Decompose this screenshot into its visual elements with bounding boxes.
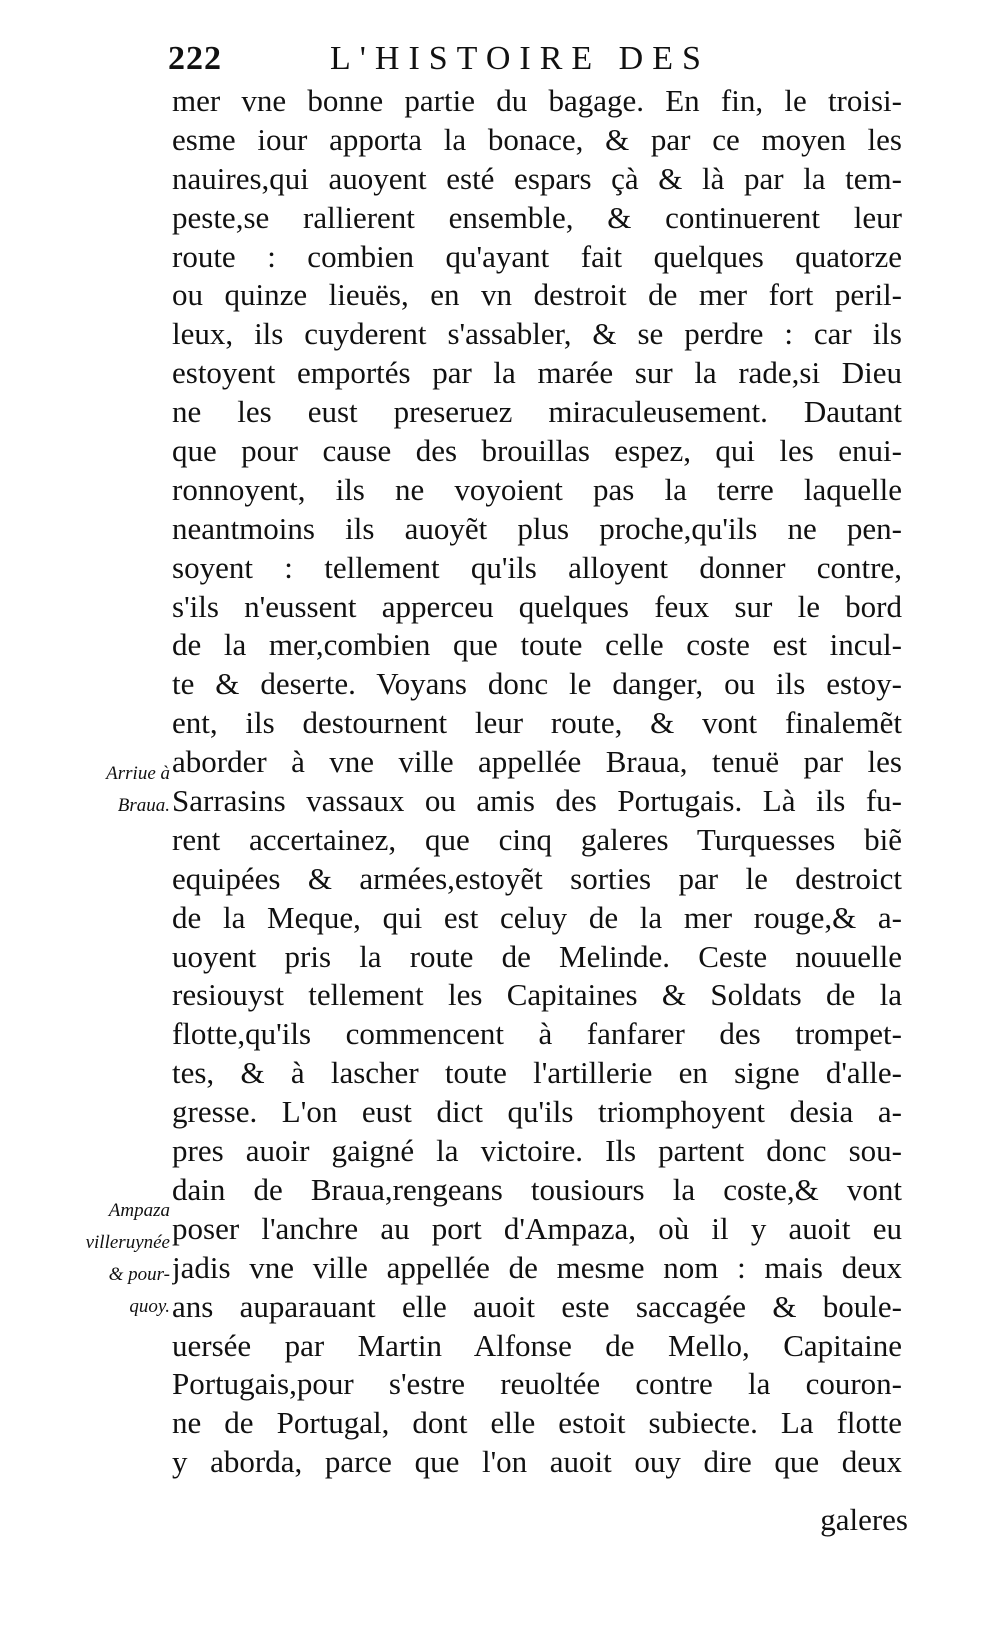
text-line: te & deserte. Voyans donc le danger, ou ils estoy- [172,666,902,702]
margin-note-line: Arriue à [106,763,170,784]
text-line: nauires,qui auoyent esté espars çà & là par la tem- [172,160,902,196]
text-line: equipées & armées,estoyẽt sorties par le destroict [172,860,902,896]
body-text [172,82,902,1482]
text-line: estoyent emportés par la marée sur la rade,si Dieu [172,355,902,391]
text-line: uersée par Martin Alfonse de Mello, Capitaine [172,1327,902,1363]
text-line: ans auparauant elle auoit este saccagée & boule- [172,1288,902,1324]
text-line: Sarrasins vassaux ou amis des Portugais. Là ils fu- [172,783,902,819]
margin-note-line: villeruynée [85,1232,170,1253]
text-line: resiouyst tellement les Capitaines & Soldats de la [172,977,902,1013]
text-line: esme iour apporta la bonace, & par ce moyen les [172,121,902,157]
catchword: galeres [820,1502,908,1537]
text-line: mer vne bonne partie du bagage. En fin, le troisi- [172,83,902,118]
text-line: tes, & à lascher toute l'artillerie en signe d'alle- [172,1055,902,1091]
text-line: s'ils n'eussent apperceu quelques feux sur le bord [172,588,902,624]
text-line: uoyent pris la route de Melinde. Ceste nouuelle [172,938,902,974]
margin-note-line: Braua. [117,795,170,816]
text-line: poser l'anchre au port d'Ampaza, où il y auoit eu [172,1210,902,1246]
page-number: 222 [168,40,222,77]
text-line: aborder à vne ville appellée Braua, tenuë par les [172,744,902,780]
text-line: neantmoins ils auoyẽt plus proche,qu'ils ne pen- [172,510,902,546]
text-line: Portugais,pour s'estre reuoltée contre la couron- [172,1366,902,1402]
margin-note-line: quoy. [129,1296,170,1317]
text-line: ne de Portugal, dont elle estoit subiecte. La flotte [172,1405,902,1441]
text-line: soyent : tellement qu'ils alloyent donner contre, [172,549,902,585]
text-line: pres auoir gaigné la victoire. Ils partent donc sou- [172,1133,902,1169]
text-line: ent, ils destournent leur route, & vont finalemẽt [172,705,902,741]
margin-note-ampaza [48,1195,170,1323]
running-title: L'HISTOIRE DES [330,40,710,77]
text-line: de la Meque, qui est celuy de la mer rouge,& a- [172,899,902,935]
text-line: de la mer,combien que toute celle coste est incul- [172,627,902,663]
margin-note-line: & pour- [108,1264,170,1285]
text-line: gresse. L'on eust dict qu'ils triomphoyent desia a- [172,1094,902,1130]
text-line: ronnoyent, ils ne voyoient pas la terre laquelle [172,471,902,507]
margin-note-line: Ampaza [108,1200,170,1221]
text-line: ou quinze lieuës, en vn destroit de mer fort peril- [172,277,902,313]
text-line: jadis vne ville appellée de mesme nom : mais deux [172,1249,902,1285]
text-line: flotte,qu'ils commencent à fanfarer des trompet- [172,1016,902,1052]
text-line: que pour cause des brouillas espez, qui les enui- [172,433,902,469]
text-line: route : combien qu'ayant fait quelques quatorze [172,238,902,274]
text-line: rent accertainez, que cinq galeres Turquesses biẽ [172,821,902,857]
text-line: peste,se rallierent ensemble, & continuerent leur [172,199,902,235]
text-line: y aborda, parce que l'on auoit ouy dire que deux [172,1444,902,1480]
text-line: ne les eust preseruez miraculeusement. Dautant [172,394,902,430]
text-line: dain de Braua,rengeans tousiours la coste,& vont [172,1171,902,1207]
margin-note-arrive-braua [48,758,170,822]
text-line: leux, ils cuyderent s'assabler, & se perdre : car ils [172,316,902,352]
